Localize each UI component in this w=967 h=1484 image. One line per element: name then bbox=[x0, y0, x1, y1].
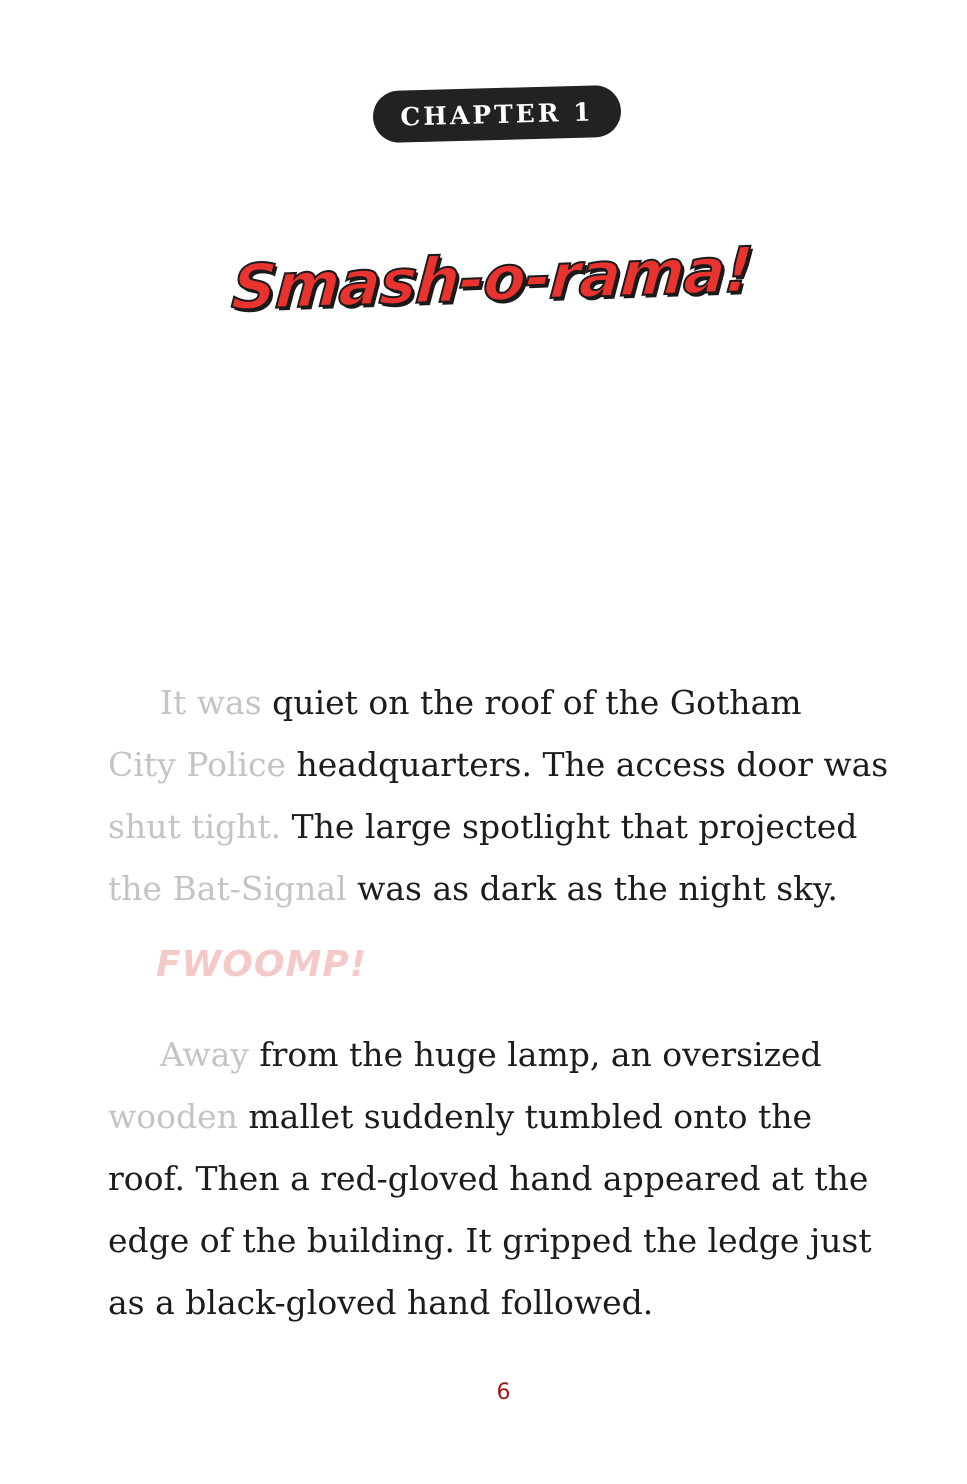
faded-text: the Bat-Signal bbox=[108, 869, 347, 908]
faded-text: shut tight. bbox=[108, 807, 282, 846]
paragraph-3-line-5: as a black-gloved hand followed. bbox=[108, 1283, 654, 1322]
faded-text: City Police bbox=[108, 745, 287, 784]
paragraph-3 bbox=[108, 1024, 908, 1334]
chapter-title: Smash-o-rama! bbox=[229, 232, 755, 324]
paragraph-3-line-2 bbox=[108, 1086, 908, 1148]
body-text: The large spotlight that projected bbox=[281, 807, 858, 846]
faded-text: wooden bbox=[108, 1097, 238, 1136]
body-text: was as dark as the night sky. bbox=[346, 869, 838, 908]
paragraph-1-line-3 bbox=[108, 796, 908, 858]
paragraph-1-line-1 bbox=[108, 672, 908, 734]
paragraph-3-line-1 bbox=[108, 1024, 908, 1086]
paragraph-1-line-2 bbox=[108, 734, 908, 796]
body-text: quiet on the roof of the Gotham bbox=[261, 683, 802, 722]
paragraph-3-line-3: roof. Then a red-gloved hand appeared at the bbox=[108, 1159, 869, 1198]
body-text: from the huge lamp, an oversized bbox=[248, 1035, 822, 1074]
body-text: mallet suddenly tumbled onto the bbox=[237, 1097, 813, 1136]
paragraph-1 bbox=[108, 672, 908, 920]
chapter-label-badge bbox=[372, 85, 621, 143]
paragraph-1-line-4 bbox=[108, 858, 908, 920]
page-number: 6 bbox=[496, 1380, 511, 1405]
paragraph-3-line-4: edge of the building. It gripped the ledge just bbox=[108, 1221, 872, 1260]
faded-text: Away bbox=[160, 1035, 249, 1074]
faded-text: It was bbox=[160, 683, 262, 722]
body-text: headquarters. The access door was bbox=[286, 745, 889, 784]
sound-effect: FWOOMP! bbox=[156, 944, 368, 985]
chapter-label: CHAPTER 1 bbox=[400, 96, 594, 132]
